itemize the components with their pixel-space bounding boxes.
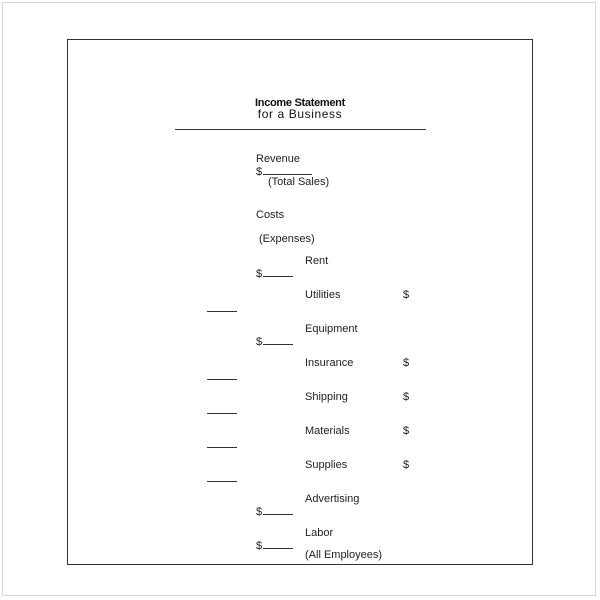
item-shipping-label: Shipping [305, 391, 348, 403]
blank-line [263, 538, 293, 549]
title-underline [175, 129, 426, 130]
currency-symbol: $ [256, 166, 263, 178]
item-rent-label: Rent [305, 255, 329, 267]
document-title: Income Statement [255, 97, 345, 109]
equipment-amount-field[interactable] [256, 334, 293, 349]
labor-amount-field[interactable] [256, 538, 293, 553]
document-subtitle: for a Business [257, 107, 343, 121]
item-supplies-label: Supplies [305, 459, 348, 471]
item-labor-label: Labor [305, 527, 334, 539]
utilities-amount-field[interactable] [207, 311, 237, 312]
revenue-note: (Total Sales) [268, 176, 330, 188]
currency-symbol: $ [256, 540, 263, 552]
supplies-amount-field[interactable] [207, 481, 237, 482]
item-equipment-label: Equipment [305, 323, 358, 335]
shipping-currency-symbol: $ [403, 391, 410, 403]
currency-symbol: $ [256, 506, 263, 518]
insurance-amount-field[interactable] [207, 379, 237, 380]
revenue-label: Revenue [256, 153, 301, 165]
shipping-amount-field[interactable] [207, 413, 237, 414]
materials-currency-symbol: $ [403, 425, 410, 437]
item-advertising-label: Advertising [305, 493, 360, 505]
rent-amount-field[interactable] [256, 266, 293, 281]
supplies-currency-symbol: $ [403, 459, 410, 471]
item-insurance-label: Insurance [305, 357, 354, 369]
advertising-amount-field[interactable] [256, 504, 293, 519]
item-materials-label: Materials [305, 425, 350, 437]
currency-symbol: $ [256, 336, 263, 348]
blank-line [263, 266, 293, 277]
currency-symbol: $ [256, 268, 263, 280]
blank-line [263, 334, 293, 345]
materials-amount-field[interactable] [207, 447, 237, 448]
costs-label: Costs [256, 209, 285, 221]
item-utilities-label: Utilities [305, 289, 341, 301]
costs-note: (Expenses) [259, 233, 315, 245]
item-labor-note: (All Employees) [305, 549, 383, 561]
blank-line [263, 504, 293, 515]
insurance-currency-symbol: $ [403, 357, 410, 369]
utilities-currency-symbol: $ [403, 289, 410, 301]
blank-line [263, 164, 312, 175]
